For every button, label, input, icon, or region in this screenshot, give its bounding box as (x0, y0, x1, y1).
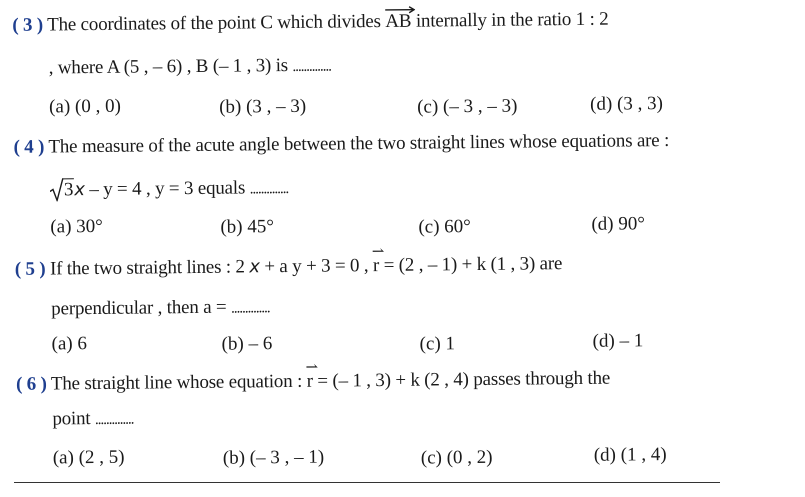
question-4-option-a[interactable] (50, 215, 103, 240)
question-6-option-a[interactable] (53, 446, 125, 471)
square-root (50, 178, 75, 202)
question-5-stem-pre: If the two straight lines : 2 (49, 256, 250, 280)
option-text: 60° (444, 216, 471, 238)
question-5-line-2 (51, 295, 270, 322)
option-letter: (c) (418, 216, 440, 238)
option-letter: (a) (52, 447, 75, 469)
vector-r (305, 359, 318, 394)
question-4-option-d[interactable] (591, 212, 645, 237)
question-4-equation-rest: – y = 4 , y = 3 equals (84, 177, 250, 201)
question-4-number: ( 4 ) (13, 136, 45, 158)
vector-r-label: r (306, 370, 313, 392)
question-5-option-c[interactable] (420, 332, 456, 356)
question-6-option-b[interactable] (223, 446, 325, 471)
option-text: 1 (445, 333, 456, 355)
question-6-option-d[interactable] (594, 443, 667, 468)
option-letter: (c) (420, 447, 443, 469)
question-6-option-c[interactable] (421, 446, 493, 471)
option-text: (– 3 , – 1) (249, 446, 325, 469)
option-letter: (d) (591, 213, 614, 235)
question-4-line-2 (50, 176, 288, 203)
question-6-number: ( 6 ) (15, 373, 47, 395)
vector-ab (385, 10, 411, 34)
vector-ab-label: AB (385, 10, 412, 32)
option-text: 90° (618, 213, 646, 235)
option-letter: (d) (592, 330, 615, 352)
question-5-option-d[interactable] (592, 329, 643, 354)
question-3-stem-line2: , where A (5 , – 6) , B (– 1 , 3) is (48, 54, 293, 79)
question-6-stem-post: = (– 1 , 3) + k (2 , 4) passes through the (312, 367, 611, 392)
question-4-option-c[interactable] (418, 215, 471, 240)
radicand: 3 (63, 179, 74, 201)
question-5-line-1 (14, 243, 563, 282)
option-text: (3 , 3) (616, 93, 664, 115)
question-5-stem-mid: + a y + 3 = 0 , (259, 255, 374, 278)
question-6-stem-line2: point (52, 408, 96, 430)
question-5-blank: .............. (230, 300, 270, 317)
option-letter: (a) (51, 333, 73, 355)
option-text: – 6 (248, 333, 273, 355)
option-letter: (c) (417, 96, 439, 118)
option-text: (1 , 4) (620, 444, 667, 466)
option-text: 30° (76, 215, 103, 238)
question-6-blank: .............. (94, 411, 134, 429)
option-text: 45° (247, 216, 275, 238)
question-4-line-1 (13, 129, 669, 160)
vector-r-label: r (372, 255, 380, 277)
question-6-line-2 (52, 407, 133, 433)
question-5-stem-line2: perpendicular , then a = (51, 296, 232, 320)
option-letter: (b) (219, 96, 242, 118)
question-5-option-a[interactable] (51, 332, 87, 356)
question-3-stem-post: internally in the ratio 1 : 2 (411, 8, 609, 32)
question-3-line-2 (49, 54, 332, 82)
option-letter: (b) (222, 447, 246, 469)
question-3-option-a[interactable] (49, 95, 121, 120)
question-3-blank: .............. (292, 58, 332, 75)
option-letter: (a) (50, 216, 72, 238)
question-5-option-b[interactable] (221, 332, 272, 357)
question-3-stem-pre: The coordinates of the point C which divides (47, 10, 386, 36)
option-text: (– 3 , – 3) (442, 95, 518, 118)
option-letter: (d) (593, 444, 617, 466)
vector-arrow-icon (385, 6, 415, 14)
option-text: (0 , 2) (446, 446, 493, 469)
option-text: (3 , – 3) (245, 95, 307, 118)
option-text: – 1 (619, 330, 644, 352)
bottom-divider (14, 482, 720, 483)
option-text: (0 , 0) (74, 95, 121, 118)
question-4-blank: .............. (249, 180, 289, 198)
vector-r (371, 243, 385, 278)
question-3-line-1 (12, 8, 608, 38)
question-5-stem-post: = (2 , – 1) + k (1 , 3) are (378, 253, 563, 277)
vector-hat-icon: ⇀ (371, 243, 385, 261)
radical-sign-icon (50, 177, 64, 201)
question-5-number: ( 5 ) (14, 258, 46, 280)
option-letter: (b) (221, 333, 244, 355)
question-3-option-c[interactable] (417, 95, 517, 120)
option-letter: (b) (220, 216, 243, 238)
question-6-line-1 (15, 359, 611, 397)
option-text: (2 , 5) (78, 446, 125, 469)
equation-variable-x: x (74, 179, 85, 201)
vector-hat-icon: ⇀ (305, 359, 318, 376)
option-letter: (c) (419, 333, 441, 355)
option-letter: (a) (49, 96, 71, 118)
option-text: 6 (77, 333, 88, 355)
option-letter: (d) (590, 93, 613, 115)
question-6-stem-pre: The straight line whose equation : (50, 370, 307, 395)
equation-variable-x: x (249, 256, 260, 278)
question-3-option-d[interactable] (590, 92, 663, 117)
question-3-number: ( 3 ) (12, 14, 44, 36)
question-4-option-b[interactable] (220, 215, 274, 240)
question-3-option-b[interactable] (219, 95, 306, 120)
question-4-stem: The measure of the acute angle between the two straight lines whose equations are : (48, 130, 670, 158)
